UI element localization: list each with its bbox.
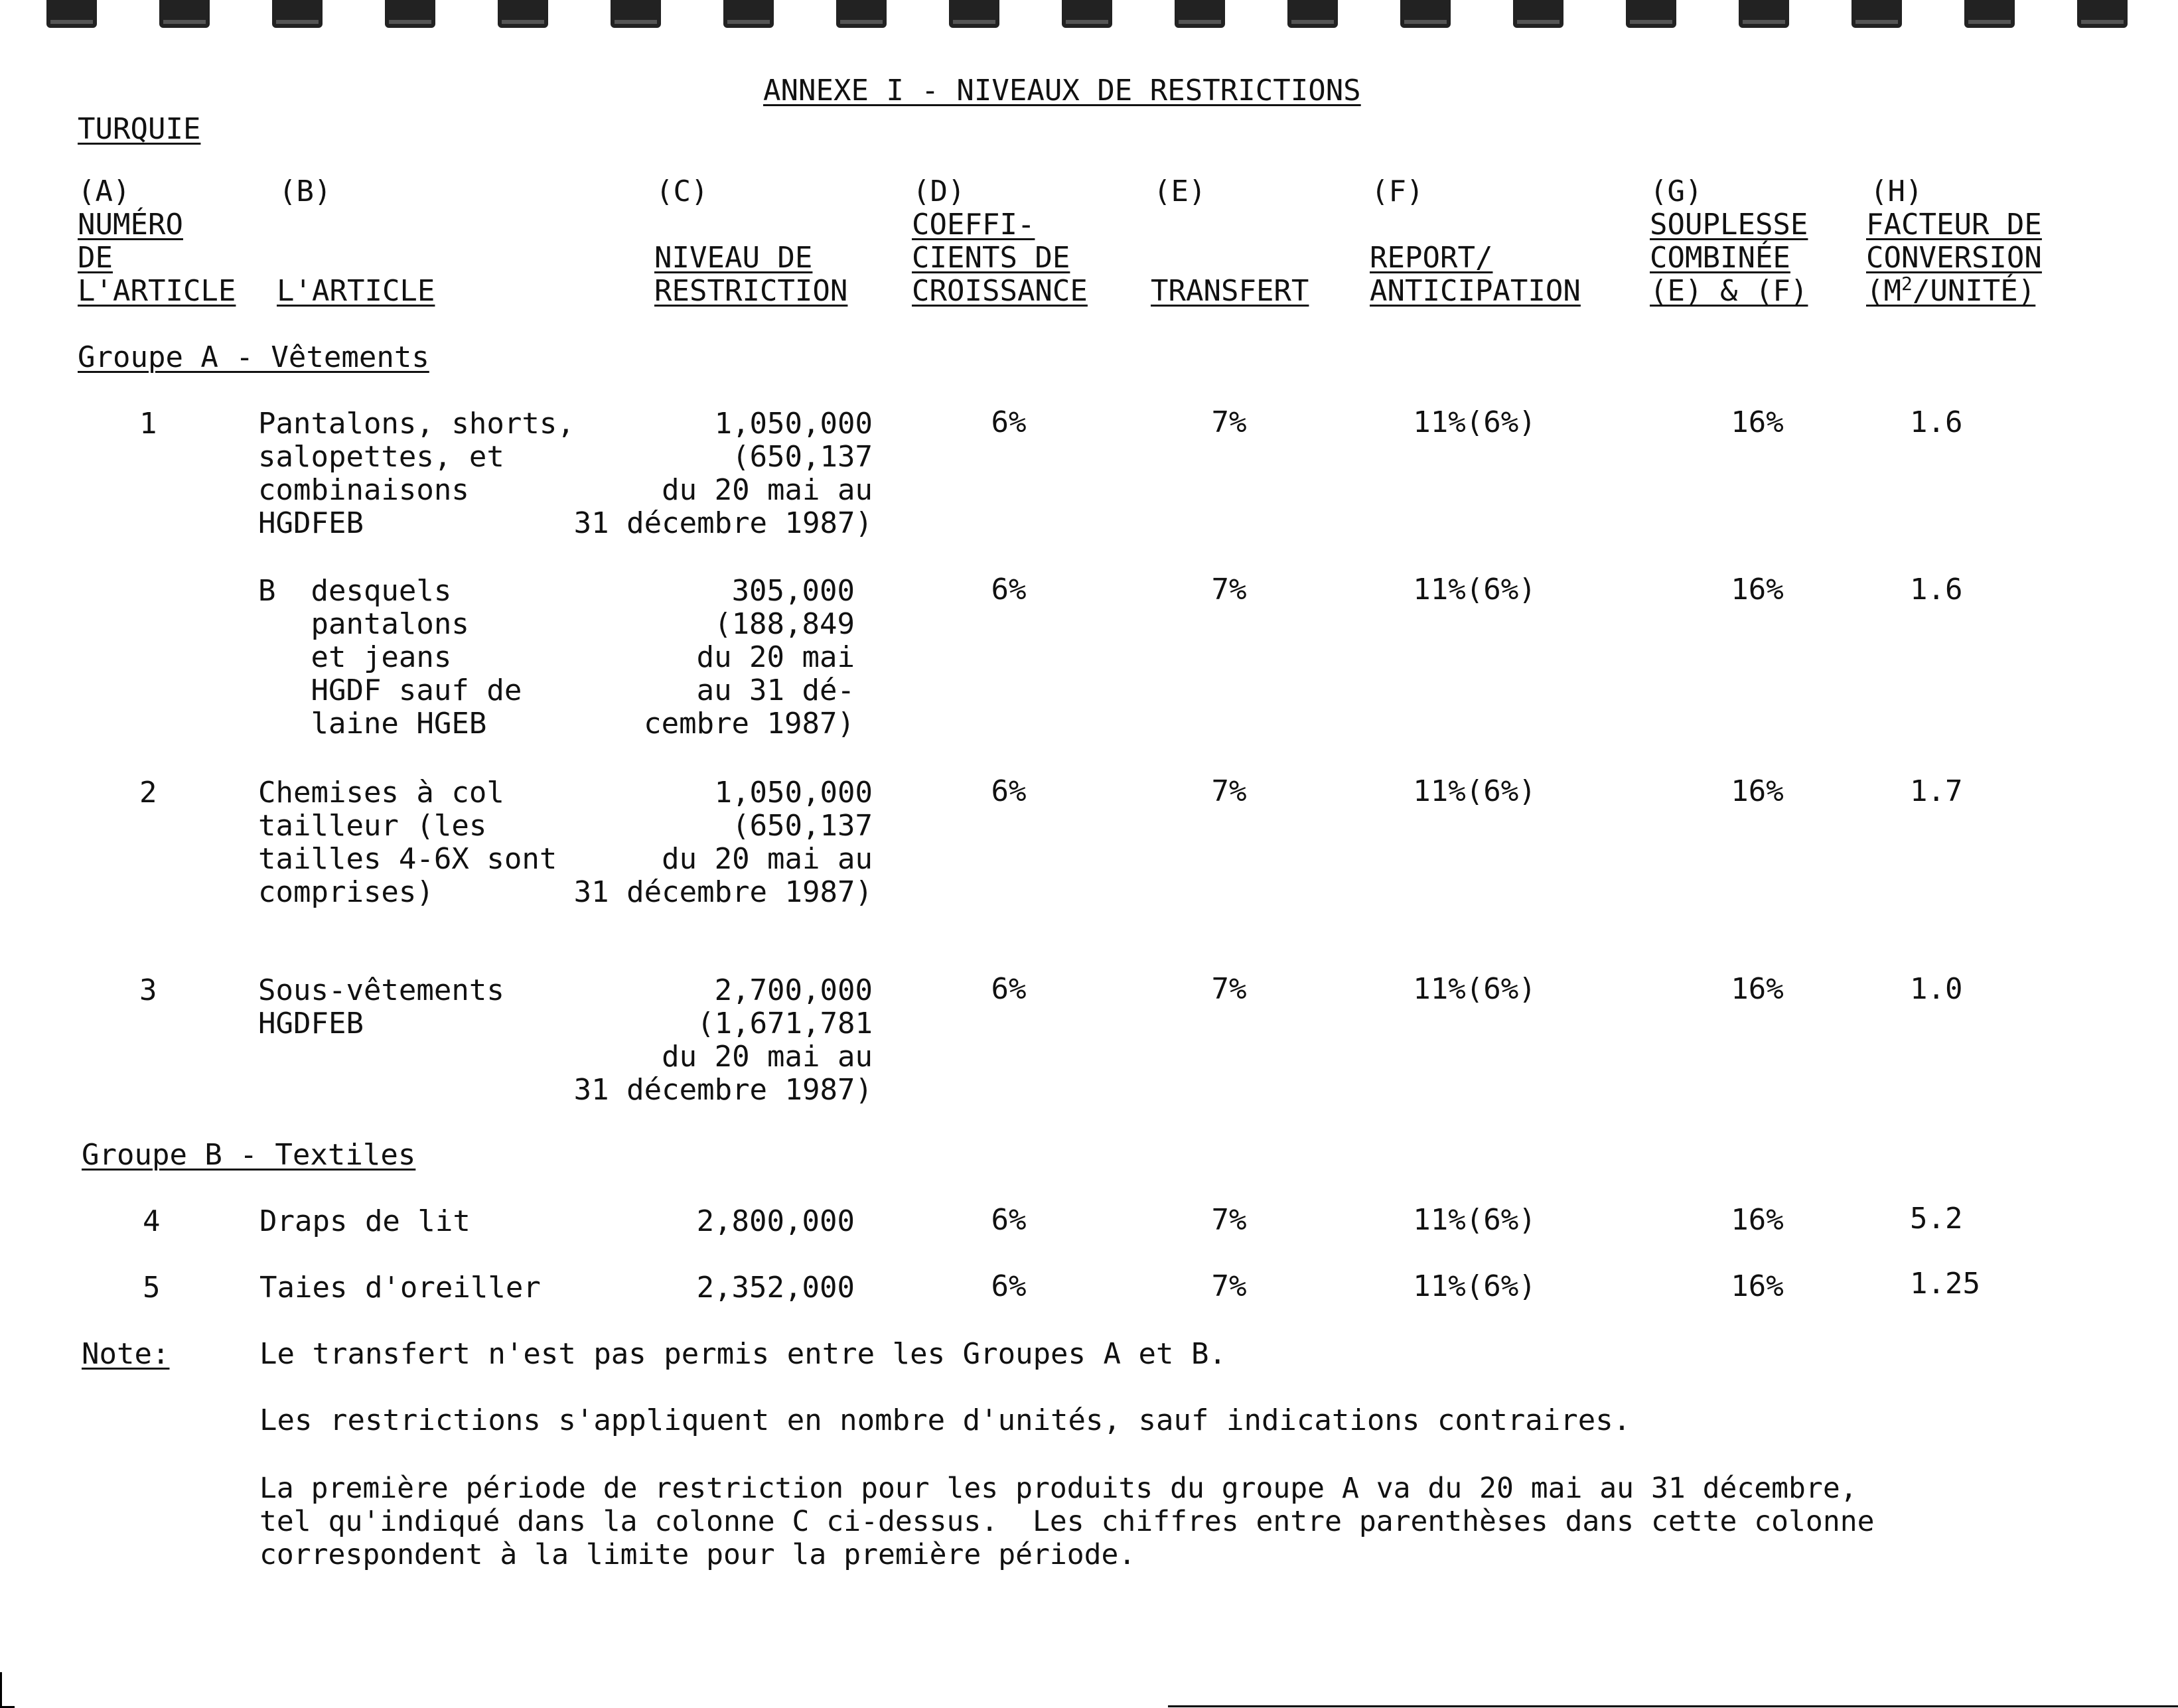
row-growth: 6%: [991, 573, 1027, 606]
row-level: 1,050,000 (650,137 du 20 mai au 31 décembre 1987): [573, 776, 873, 909]
row-flexibility: 16%: [1731, 774, 1784, 808]
row-article: Pantalons, shorts, salopettes, et combinaisons HGDFEB: [258, 407, 575, 540]
country-label: TURQUIE: [78, 112, 201, 146]
row-conversion: 1.6: [1910, 405, 1963, 439]
header-g-label: SOUPLESSE COMBINÉE (E) & (F): [1650, 208, 1808, 308]
row-transfer: 7%: [1211, 1203, 1247, 1237]
row-conversion: 1.0: [1910, 972, 1963, 1006]
row-growth: 6%: [991, 1203, 1027, 1237]
row-growth: 6%: [991, 1269, 1027, 1303]
note-label: Note:: [82, 1337, 170, 1371]
header-h-letter: (H): [1870, 175, 1923, 208]
row-growth: 6%: [991, 405, 1027, 439]
binder-hole: [949, 0, 999, 28]
binder-hole: [272, 0, 323, 28]
note-text: La première période de restriction pour les produits du groupe A va du 20 mai au 31 décembre, tel qu'indiqué dans la colonne C ci-dessus. Les chiffres entre parenthèses dans cette colonne correspondent à la limite pour la première période.: [259, 1472, 1875, 1571]
row-conversion: 1.6: [1910, 573, 1963, 606]
row-flexibility: 16%: [1731, 1203, 1784, 1237]
header-a-label: NUMÉRO DE L'ARTICLE: [78, 208, 236, 308]
row-number: 4: [143, 1204, 161, 1238]
binder-hole: [1062, 0, 1112, 28]
row-article: Draps de lit: [259, 1204, 471, 1238]
binder-hole: [1964, 0, 2015, 28]
row-article: Sous-vêtements HGDFEB: [258, 973, 504, 1040]
header-b-letter: (B): [279, 175, 332, 208]
binder-hole: [1626, 0, 1676, 28]
row-level: 1,050,000 (650,137 du 20 mai au 31 décembre 1987): [573, 407, 873, 540]
page-title: ANNEXE I - NIVEAUX DE RESTRICTIONS: [763, 74, 1361, 107]
header-e-label: TRANSFERT: [1151, 274, 1309, 308]
header-d-letter: (D): [912, 175, 966, 208]
row-level: 2,800,000: [696, 1204, 855, 1238]
row-transfer: 7%: [1211, 573, 1247, 606]
header-f-label: REPORT/ ANTICIPATION: [1370, 241, 1581, 308]
row-article: Chemises à col tailleur (les tailles 4-6X sont comprises): [258, 776, 557, 909]
header-f-letter: (F): [1371, 175, 1424, 208]
row-transfer: 7%: [1211, 1269, 1247, 1303]
header-c-label: NIVEAU DE RESTRICTION: [654, 241, 848, 308]
header-a-letter: (A): [78, 175, 131, 208]
row-level: 305,000 (188,849 du 20 mai au 31 dé- cembre 1987): [644, 574, 855, 741]
row-number: 2: [139, 776, 157, 810]
row-flexibility: 16%: [1731, 573, 1784, 606]
binder-hole: [1851, 0, 1902, 28]
header-b-label: L'ARTICLE: [277, 274, 435, 308]
header-e-letter: (E): [1153, 175, 1206, 208]
row-number: 3: [139, 973, 157, 1007]
row-flexibility: 16%: [1731, 405, 1784, 439]
row-conversion: 1.25: [1910, 1267, 1980, 1301]
binder-hole: [1175, 0, 1225, 28]
row-transfer: 7%: [1211, 774, 1247, 808]
row-growth: 6%: [991, 972, 1027, 1006]
row-article: B desquels pantalons et jeans HGDF sauf de laine HGEB: [258, 574, 522, 741]
row-level: 2,352,000: [696, 1271, 855, 1305]
binder-hole: [385, 0, 435, 28]
row-carryover: 11%(6%): [1413, 573, 1536, 606]
row-conversion: 5.2: [1910, 1202, 1963, 1236]
row-number: 1: [139, 407, 157, 441]
row-carryover: 11%(6%): [1413, 405, 1536, 439]
row-carryover: 11%(6%): [1413, 972, 1536, 1006]
binder-hole: [2077, 0, 2128, 28]
row-carryover: 11%(6%): [1413, 1203, 1536, 1237]
note-text: Le transfert n'est pas permis entre les Groupes A et B.: [259, 1337, 1226, 1371]
binder-hole: [611, 0, 661, 28]
row-flexibility: 16%: [1731, 1269, 1784, 1303]
binder-hole: [46, 0, 97, 28]
row-flexibility: 16%: [1731, 972, 1784, 1006]
row-carryover: 11%(6%): [1413, 774, 1536, 808]
binder-hole: [1400, 0, 1451, 28]
binder-hole: [1287, 0, 1338, 28]
header-c-letter: (C): [656, 175, 709, 208]
binder-hole: [498, 0, 548, 28]
binder-hole: [1513, 0, 1563, 28]
row-article: Taies d'oreiller: [259, 1271, 541, 1305]
binder-hole: [1739, 0, 1789, 28]
page-edge-mark: [0, 1672, 2, 1708]
group-b-heading: Groupe B - Textiles: [82, 1138, 416, 1172]
row-transfer: 7%: [1211, 972, 1247, 1006]
page-edge-line: [1168, 1705, 2178, 1707]
header-h-label: FACTEUR DE CONVERSION $(M^2/UNITÉ)$: [1866, 208, 2042, 308]
row-number: 5: [143, 1271, 161, 1305]
header-g-letter: (G): [1650, 175, 1703, 208]
row-carryover: 11%(6%): [1413, 1269, 1536, 1303]
binder-hole: [159, 0, 210, 28]
group-a-heading: Groupe A - Vêtements: [78, 340, 429, 374]
header-d-label: COEFFI- CIENTS DE CROISSANCE: [912, 208, 1088, 308]
note-text: Les restrictions s'appliquent en nombre d'unités, sauf indications contraires.: [259, 1403, 1631, 1437]
row-growth: 6%: [991, 774, 1027, 808]
binder-hole: [723, 0, 774, 28]
row-conversion: 1.7: [1910, 774, 1963, 808]
binder-hole: [836, 0, 887, 28]
row-level: 2,700,000 (1,671,781 du 20 mai au 31 décembre 1987): [573, 973, 873, 1107]
row-transfer: 7%: [1211, 405, 1247, 439]
